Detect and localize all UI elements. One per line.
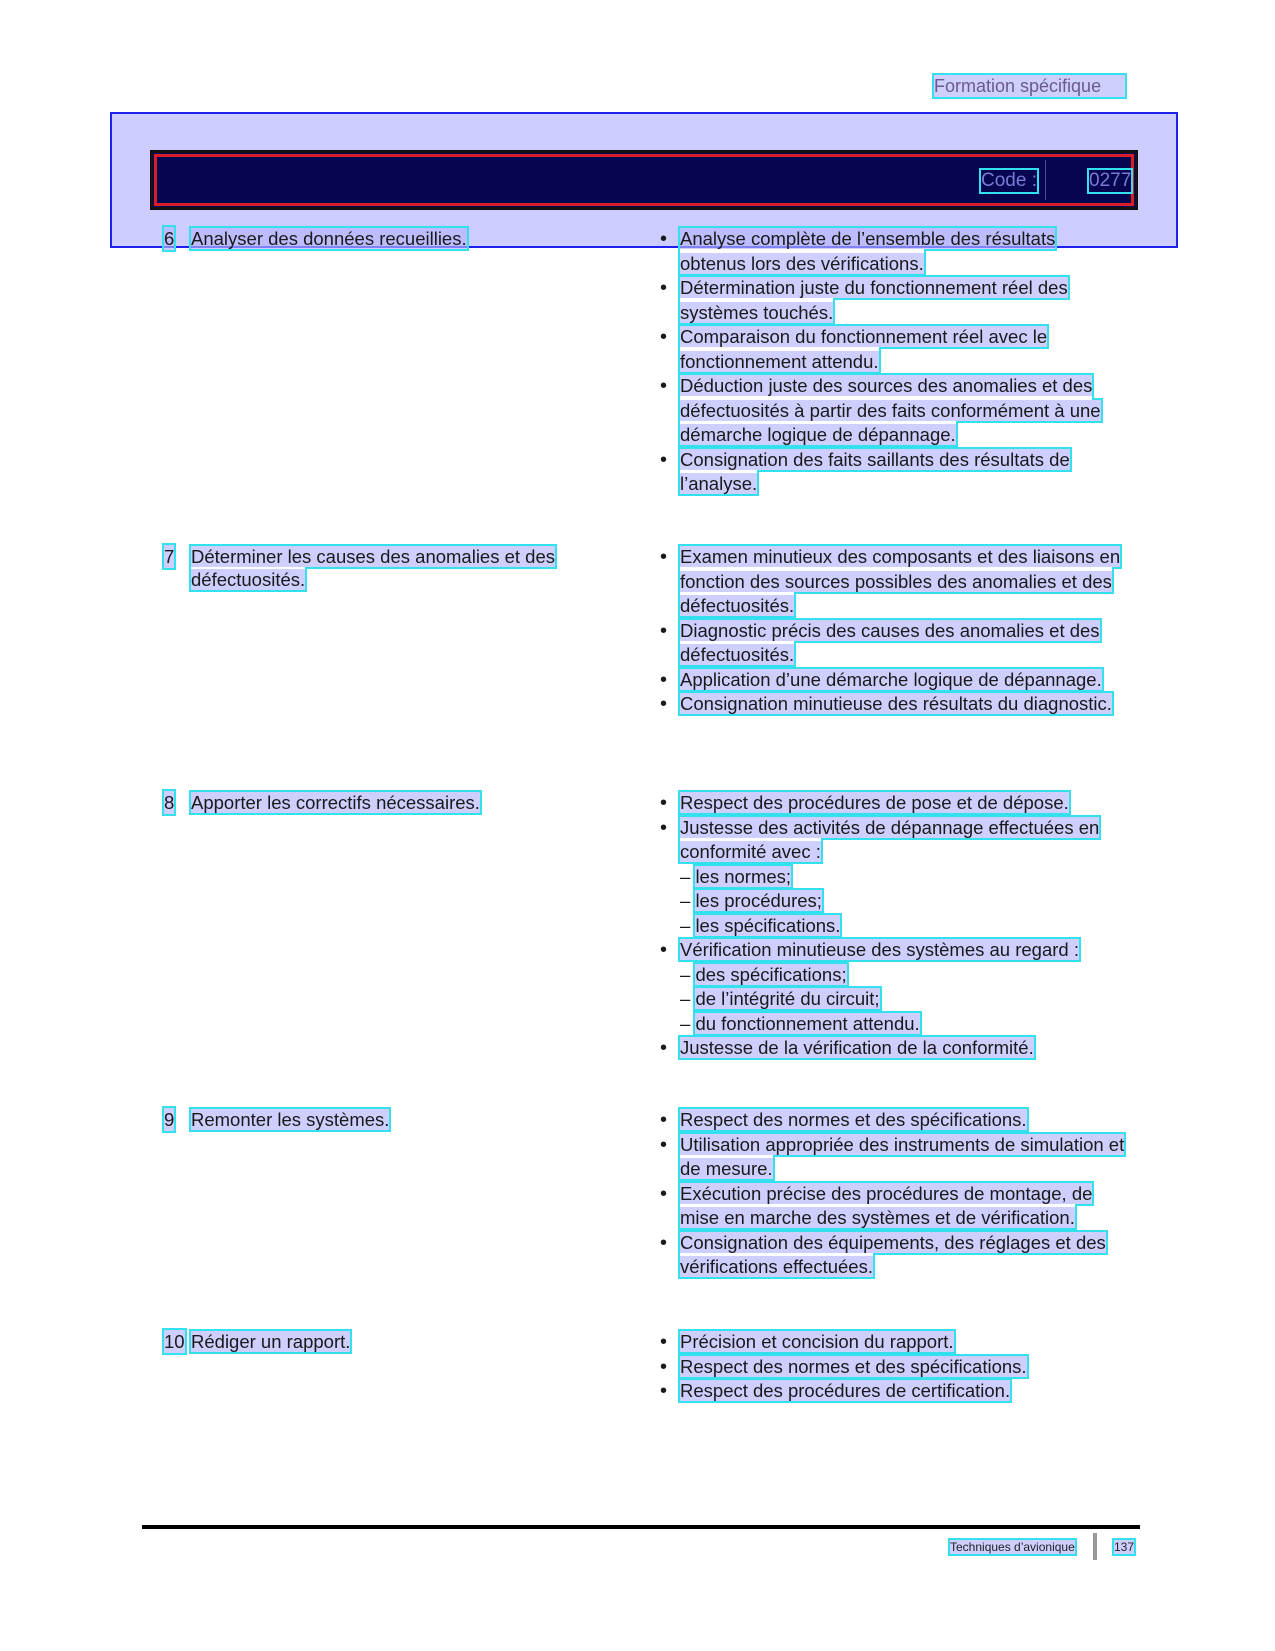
task-row-7 bbox=[164, 545, 660, 591]
list-item: • Déduction juste des sources des anomalies et des défectuosités à partir des faits conformément à une démarche logique de dépannage. bbox=[656, 374, 1126, 448]
list-item: • Analyse complète de l’ensemble des résultats obtenus lors des vérifications. bbox=[656, 227, 1126, 276]
list-item: • Respect des procédures de pose et de dépose. bbox=[656, 791, 1126, 816]
footer-separator bbox=[1093, 1533, 1097, 1560]
list-item: • Consignation des équipements, des réglages et des vérifications effectuées. bbox=[656, 1231, 1126, 1280]
bullet-icon bbox=[660, 1036, 672, 1061]
criteria-list-7 bbox=[656, 545, 1126, 717]
criteria-list-10 bbox=[656, 1330, 1126, 1404]
list-item: • Consignation minutieuse des résultats du diagnostic. bbox=[656, 692, 1126, 717]
bullet-icon bbox=[660, 1379, 672, 1404]
bullet-icon bbox=[660, 448, 672, 473]
sub-item: les procédures; bbox=[695, 890, 822, 911]
list-item: • Application d’une démarche logique de dépannage. bbox=[656, 668, 1126, 693]
bullet-icon bbox=[660, 668, 672, 693]
bullet-icon bbox=[660, 325, 672, 350]
list-item: • Examen minutieux des composants et des liaisons en fonction des sources possibles des anomalies et des défectuosités. bbox=[656, 545, 1126, 619]
list-item: • Respect des normes et des spécifications. bbox=[656, 1108, 1126, 1133]
task-text: Déterminer les causes des anomalies et des défectuosités. bbox=[191, 546, 556, 590]
bullet-icon bbox=[660, 1355, 672, 1380]
code-separator bbox=[1045, 160, 1046, 200]
bullet-icon bbox=[660, 938, 672, 963]
task-text: Apporter les correctifs nécessaires. bbox=[191, 792, 480, 813]
list-item: • Consignation des faits saillants des résultats de l’analyse. bbox=[656, 448, 1126, 497]
bullet-icon bbox=[660, 619, 672, 644]
bullet-icon bbox=[660, 1182, 672, 1207]
code-label: Code : bbox=[981, 170, 1037, 191]
list-item: • Diagnostic précis des causes des anomalies et des défectuosités. bbox=[656, 619, 1126, 668]
list-item: • Vérification minutieuse des systèmes au regard : – des spécifications; – de l’intégrité du circuit; – du fonctionnement attendu. bbox=[656, 938, 1126, 1036]
list-item: • Respect des normes et des spécifications. bbox=[656, 1355, 1126, 1380]
list-item: • Respect des procédures de certification. bbox=[656, 1379, 1126, 1404]
task-text: Remonter les systèmes. bbox=[191, 1109, 390, 1130]
footer-rule bbox=[142, 1525, 1140, 1529]
task-number: 9 bbox=[164, 1109, 175, 1130]
sub-item: du fonctionnement attendu. bbox=[695, 1012, 920, 1034]
code-value: 0277 bbox=[1089, 170, 1132, 191]
sub-item: les spécifications. bbox=[695, 914, 841, 936]
criteria-list-8 bbox=[656, 791, 1126, 1061]
task-row-6 bbox=[164, 227, 660, 250]
sub-item: les normes; bbox=[695, 865, 792, 887]
program-label: Formation spécifique bbox=[934, 75, 1125, 97]
list-item: • Précision et concision du rapport. bbox=[656, 1330, 1126, 1355]
list-item: • Justesse de la vérification de la conformité. bbox=[656, 1036, 1126, 1061]
task-row-10 bbox=[164, 1330, 660, 1353]
list-item: • Exécution précise des procédures de montage, de mise en marche des systèmes et de vérification. bbox=[656, 1182, 1126, 1231]
task-row-9 bbox=[164, 1108, 660, 1131]
list-item: • Justesse des activités de dépannage effectuées en conformité avec : – les normes; – les procédures; – les spécifications. bbox=[656, 816, 1126, 939]
footer-program: Techniques d’avionique bbox=[950, 1540, 1075, 1554]
bullet-icon bbox=[660, 692, 672, 717]
task-number: 6 bbox=[164, 228, 175, 249]
bullet-icon bbox=[660, 1330, 672, 1355]
task-row-8 bbox=[164, 791, 660, 814]
bullet-icon bbox=[660, 545, 672, 570]
bullet-icon bbox=[660, 1231, 672, 1256]
sub-item: de l’intégrité du circuit; bbox=[695, 988, 880, 1009]
task-text: Rédiger un rapport. bbox=[191, 1331, 351, 1352]
criteria-list-9 bbox=[656, 1108, 1126, 1280]
list-item: • Détermination juste du fonctionnement réel des systèmes touchés. bbox=[656, 276, 1126, 325]
task-number: 7 bbox=[164, 546, 175, 567]
bullet-icon bbox=[660, 227, 672, 252]
task-text: Analyser des données recueillies. bbox=[191, 228, 467, 249]
bullet-icon bbox=[660, 1108, 672, 1133]
bullet-icon bbox=[660, 1133, 672, 1158]
list-item: • Utilisation appropriée des instruments de simulation et de mesure. bbox=[656, 1133, 1126, 1182]
bullet-icon bbox=[660, 791, 672, 816]
page-number: 137 bbox=[1114, 1540, 1135, 1554]
sub-item: des spécifications; bbox=[695, 963, 847, 985]
task-number: 8 bbox=[164, 792, 175, 813]
task-number: 10 bbox=[164, 1331, 185, 1352]
criteria-list-6 bbox=[656, 227, 1126, 497]
bullet-icon bbox=[660, 816, 672, 841]
bullet-icon bbox=[660, 374, 672, 399]
bullet-icon bbox=[660, 276, 672, 301]
list-item: • Comparaison du fonctionnement réel avec le fonctionnement attendu. bbox=[656, 325, 1126, 374]
